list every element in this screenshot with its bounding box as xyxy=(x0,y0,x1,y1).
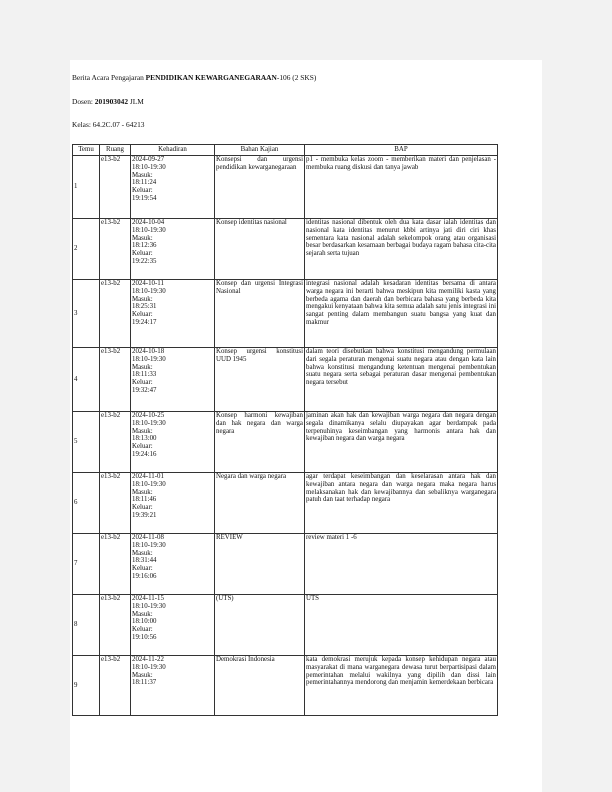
column-header-ruang: Ruang xyxy=(100,145,131,156)
kehadiran-line: 18:10:00 xyxy=(132,618,157,626)
column-header-bahan-kajian: Bahan Kajian xyxy=(215,145,305,156)
kehadiran-line: Masuk: xyxy=(132,671,153,679)
kehadiran-cell xyxy=(131,219,215,280)
kehadiran-line: 18:25:31 xyxy=(132,303,157,311)
course-suffix: -106 (2 SKS) xyxy=(276,73,317,82)
temu-cell: 2 xyxy=(73,219,100,280)
kehadiran-line: Keluar: xyxy=(132,565,153,572)
kehadiran-line: 18:10-19:30 xyxy=(132,226,166,234)
kehadiran-line: Keluar: xyxy=(132,504,153,511)
temu-cell: 1 xyxy=(73,156,100,219)
kehadiran-line: 2024-11-15 xyxy=(132,595,164,602)
kehadiran-cell xyxy=(131,473,215,534)
kehadiran-line: 18:10-19:30 xyxy=(132,663,166,671)
ruang-cell: e13-b2 xyxy=(100,473,131,534)
table-row xyxy=(73,534,498,595)
kehadiran-line: 18:10-19:30 xyxy=(132,355,166,363)
kehadiran-cell xyxy=(131,348,215,412)
class-value: 64.2C.07 - 64213 xyxy=(92,120,145,129)
kehadiran-line: 18:11:46 xyxy=(132,496,157,504)
table-row xyxy=(73,412,498,473)
kehadiran-cell xyxy=(131,656,215,716)
kehadiran-line: Masuk: xyxy=(132,610,153,618)
temu-cell: 4 xyxy=(73,348,100,412)
kehadiran-line: 2024-10-11 xyxy=(132,280,164,287)
kehadiran-line: 19:19:54 xyxy=(132,194,157,202)
kehadiran-line: 19:24:17 xyxy=(132,318,157,326)
kehadiran-line: 19:22:35 xyxy=(132,257,157,265)
kehadiran-cell xyxy=(131,280,215,348)
kehadiran-line: 19:16:06 xyxy=(132,572,157,580)
kehadiran-line: Masuk: xyxy=(132,549,153,557)
table-row xyxy=(73,595,498,656)
ruang-cell: e13-b2 xyxy=(100,348,131,412)
kehadiran-line: Keluar: xyxy=(132,379,153,386)
bap-cell: identitas nasional dibentuk oleh dua kata dasar ialah identitas dan nasional kata identitas menurut kbbi artinya jati diri ciri khas sementara kata nasional adalah sekelompok orang atau organisasi besar berdasarkan kesamaan berbagai budaya ragam bahasa cita-cita sejarah serta tujuan xyxy=(305,219,498,280)
kehadiran-line: 18:11:24 xyxy=(132,179,157,187)
kehadiran-cell xyxy=(131,534,215,595)
title-prefix: Berita Acara Pengajaran xyxy=(72,73,146,82)
bahan-kajian-cell: Konsep urgensi konstitusi UUD 1945 xyxy=(215,348,305,412)
kehadiran-line: Keluar: xyxy=(132,626,153,633)
kehadiran-line: Masuk: xyxy=(132,488,153,496)
kehadiran-line: 18:12:36 xyxy=(132,242,157,250)
kehadiran-line: Masuk: xyxy=(132,234,153,242)
class-label: Kelas: xyxy=(72,120,93,129)
kehadiran-line: 19:24:16 xyxy=(132,450,157,458)
table-header-row xyxy=(73,145,498,156)
ruang-cell: e13-b2 xyxy=(100,412,131,473)
bahan-kajian-cell: Konsep identitas nasional xyxy=(215,219,305,280)
kehadiran-cell xyxy=(131,595,215,656)
kehadiran-line: 2024-10-04 xyxy=(132,219,165,226)
column-header-bap: BAP xyxy=(305,145,498,156)
kehadiran-line: 18:31:44 xyxy=(132,557,157,565)
document-page xyxy=(70,60,542,792)
course-name: PENDIDIKAN KEWARGANEGARAAN xyxy=(145,73,277,82)
kehadiran-line: 18:10-19:30 xyxy=(132,480,166,488)
kehadiran-line: Masuk: xyxy=(132,427,153,435)
table-row xyxy=(73,280,498,348)
ruang-cell: e13-b2 xyxy=(100,156,131,219)
ruang-cell: e13-b2 xyxy=(100,534,131,595)
bahan-kajian-cell: REVIEW xyxy=(215,534,305,595)
temu-cell: 5 xyxy=(73,412,100,473)
kehadiran-line: 2024-11-01 xyxy=(132,473,164,480)
temu-cell: 6 xyxy=(73,473,100,534)
lecturer-code: 201903042 xyxy=(94,97,129,106)
bahan-kajian-cell: Negara dan warga negara xyxy=(215,473,305,534)
bap-cell: p1 - membuka kelas zoom - memberikan materi dan penjelasan - membuka ruang diskusi dan tanya jawab xyxy=(305,156,498,219)
kehadiran-line: Keluar: xyxy=(132,187,153,194)
bap-cell: agar terdapat keseimbangan dan keselarasan antara hak dan kewajiban antara negara dan warga negara maka negara harus melaksanakan hak dan kewajibannya dan sebaliknya warganegara patuh dan taat terhadap negara xyxy=(305,473,498,534)
bap-cell: UTS xyxy=(305,595,498,656)
kehadiran-line: 18:10-19:30 xyxy=(132,163,166,171)
kehadiran-line: Keluar: xyxy=(132,250,153,257)
kehadiran-line: Keluar: xyxy=(132,311,153,318)
column-header-kehadiran: Kehadiran xyxy=(131,145,215,156)
temu-cell: 8 xyxy=(73,595,100,656)
column-header-temu: Temu xyxy=(73,145,100,156)
kehadiran-line: Masuk: xyxy=(132,363,153,371)
lecturer-line xyxy=(72,97,144,106)
table-row xyxy=(73,473,498,534)
bahan-kajian-cell: (UTS) xyxy=(215,595,305,656)
kehadiran-line: 19:32:47 xyxy=(132,386,157,394)
bap-cell: integrasi nasional adalah kesadaran identitas bersama di antara warga negara ini berarti bahwa meskipun kita memiliki kasta yang berbeda agama dan daerah dan berbicara bahasa yang berbeda kita mengakui kenyataan bahwa kita semua adalah satu jenis integrasi ini sangat penting dalam membangun suatu bangsa yang kuat dan makmur xyxy=(305,280,498,348)
bap-table xyxy=(72,144,498,716)
bap-cell: dalam teori disebutkan bahwa konstitusi mengandung permulaan dari segala peraturan mengenai suatu negara atau dengan kata lain bahwa konstitusi mengandung ketentuan mengenai pembentukan suatu negara serta sebagai peraturan dasar mengenai pembentukan negara tersebut xyxy=(305,348,498,412)
table-row xyxy=(73,156,498,219)
kehadiran-line: 2024-09-27 xyxy=(132,156,165,163)
kehadiran-line: 2024-11-08 xyxy=(132,534,164,541)
bahan-kajian-cell: Konsep harmoni kewajiban dan hak negara dan warga negara xyxy=(215,412,305,473)
table-row xyxy=(73,348,498,412)
ruang-cell: e13-b2 xyxy=(100,219,131,280)
kehadiran-line: 18:11:33 xyxy=(132,371,157,379)
kehadiran-line: Masuk: xyxy=(132,295,153,303)
lecturer-suffix: JLM xyxy=(128,97,144,106)
kehadiran-line: Masuk: xyxy=(132,171,153,179)
lecturer-label: Dosen: xyxy=(72,97,95,106)
bahan-kajian-cell: Demokrasi Indonesia xyxy=(215,656,305,716)
kehadiran-line: 19:10:56 xyxy=(132,633,157,641)
kehadiran-line: 2024-11-22 xyxy=(132,656,164,663)
ruang-cell: e13-b2 xyxy=(100,595,131,656)
kehadiran-line: 18:11:37 xyxy=(132,679,157,687)
kehadiran-line: 2024-10-25 xyxy=(132,412,165,419)
ruang-cell: e13-b2 xyxy=(100,280,131,348)
temu-cell: 7 xyxy=(73,534,100,595)
temu-cell: 3 xyxy=(73,280,100,348)
table-row xyxy=(73,219,498,280)
kehadiran-line: 18:13:00 xyxy=(132,435,157,443)
table-row xyxy=(73,656,498,716)
bap-cell: jaminan akan hak dan kewajiban warga negara dan negara dengan segala dinamikanya selalu diupayakan agar berdampak pada terpenuhinya keseimbangan yang harmonis antara hak dan kewajiban negara dan warga negara xyxy=(305,412,498,473)
bap-cell: review materi 1 -6 xyxy=(305,534,498,595)
kehadiran-line: 19:39:21 xyxy=(132,511,157,519)
class-line xyxy=(72,120,144,129)
kehadiran-line: Keluar: xyxy=(132,443,153,450)
kehadiran-cell xyxy=(131,412,215,473)
document-title xyxy=(72,73,316,82)
kehadiran-line: 18:10-19:30 xyxy=(132,419,166,427)
temu-cell: 9 xyxy=(73,656,100,716)
ruang-cell: e13-b2 xyxy=(100,656,131,716)
kehadiran-line: 18:10-19:30 xyxy=(132,541,166,549)
kehadiran-line: 2024-10-18 xyxy=(132,348,165,355)
kehadiran-line: 18:10-19:30 xyxy=(132,287,166,295)
bahan-kajian-cell: Konsepsi dan urgensi pendidikan kewarganegaraan xyxy=(215,156,305,219)
kehadiran-line: 18:10-19:30 xyxy=(132,602,166,610)
bap-cell: kata demokrasi merujuk kepada konsep kehidupan negara atau masyarakat di mana warganegara dewasa turut berpartisipasi dalam pemerintahan melalui wakilnya yang dipilih dan dissi lain pemerintahannya mendorong dan menjamin kemerdekaan berbicara xyxy=(305,656,498,716)
kehadiran-cell xyxy=(131,156,215,219)
bahan-kajian-cell: Konsep dan urgensi Integrasi Nasional xyxy=(215,280,305,348)
